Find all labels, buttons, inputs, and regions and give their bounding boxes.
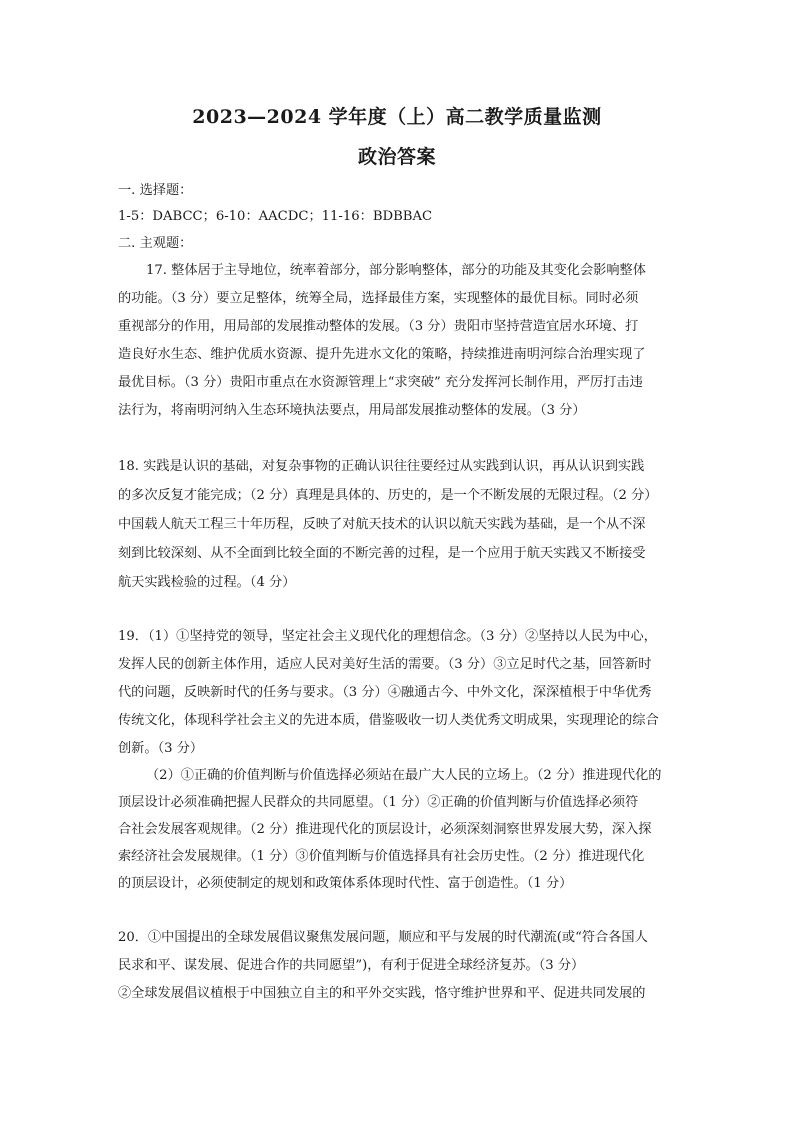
q17-line: 17. 整体居于主导地位，统率着部分，部分影响整体，部分的功能及其变化会影响整体 <box>146 263 646 278</box>
subjective-section-heading: 二. 主观题： <box>118 236 193 251</box>
q19-part2-line: 合社会发展客观规律。（2 分）推进现代化的顶层设计，必须深刻洞察世界发展大势，深入探 <box>118 822 652 837</box>
q17-line: 造良好水生态、维护优质水资源、提升先进水文化的策略，持续推进南明河综合治理实现了 <box>118 347 646 362</box>
choice-answers: 1-5：DABCC；6-10：AACDC；11-16：BDBBAC <box>118 209 433 224</box>
q19-part2-line: （2）①正确的价值判断与价值选择必须站在最广大人民的立场上。（2 分）推进现代化的 <box>146 768 662 783</box>
q19-part2-line: 索经济社会发展规律。（1 分）③价值判断与价值选择具有社会历史性。（2 分）推进现代化 <box>118 849 645 864</box>
q19-part1-line: 传统文化，体现科学社会主义的先进本质，借鉴吸收一切人类优秀文明成果，实现理论的综合 <box>118 713 659 728</box>
q19-part2-line: 的顶层设计，必须使制定的规划和政策体系体现时代性、富于创造性。（1 分） <box>118 876 573 891</box>
choice-section-heading: 一. 选择题： <box>118 183 193 198</box>
q18-line: 中国载人航天工程三十年历程，反映了对航天技术的认识以航天实践为基础，是一个从不深 <box>118 517 646 532</box>
q19-part1-line: 代的问题，反映新时代的任务与要求。（3 分）④融通古今、中外文化，深深植根于中华优秀 <box>118 685 652 700</box>
q19-part1-line: 发挥人民的创新主体作用，适应人民对美好生活的需要。（3 分）③立足时代之基，回答新时 <box>118 657 652 672</box>
document-subtitle: 政治答案 <box>357 146 436 168</box>
q20-line: 20．①中国提出的全球发展倡议聚焦发展问题，顺应和平与发展的时代潮流(或“符合各国人 <box>118 930 648 945</box>
q17-line: 的功能。（3 分）要立足整体，统筹全局，选择最佳方案，实现整体的最优目标。同时必须 <box>118 291 639 306</box>
q20-line: 民求和平、谋发展、促进合作的共同愿望”)，有利于促进全球经济复苏。（3 分） <box>118 958 585 973</box>
q17-line: 法行为，将南明河纳入生态环境执法要点，用局部发展推动整体的发展。（3 分） <box>118 403 586 418</box>
document-title: 2023—2024 学年度（上）高二教学质量监测 <box>192 106 602 128</box>
q19-part1-line: 创新。（3 分） <box>118 741 204 756</box>
q18-line: 航天实践检验的过程。（4 分） <box>118 575 296 590</box>
q19-part2-line: 顶层设计必须准确把握人民群众的共同愿望。（1 分）②正确的价值判断与价值选择必须符 <box>118 795 639 810</box>
q18-line: 的多次反复才能完成；（2 分）真理是具体的、历史的，是一个不断发展的无限过程。（2 分） <box>118 488 658 503</box>
q18-line: 刻到比较深刻、从不全面到比较全面的不断完善的过程，是一个应用于航天实践又不断接受 <box>118 546 646 561</box>
q17-line: 最优目标。（3 分）贵阳市重点在水资源管理上“求突破” 充分发挥河长制作用，严厉打击违 <box>118 375 643 390</box>
q18-line: 18. 实践是认识的基础，对复杂事物的正确认识往往要经过从实践到认识，再从认识到实践 <box>118 459 645 474</box>
q20-line: ②全球发展倡议植根于中国独立自主的和平外交实践，恪守维护世界和平、促进共同发展的 <box>118 986 646 1001</box>
q19-part1-line: 19．（1）①坚持党的领导，坚定社会主义现代化的理想信念。（3 分）②坚持以人民为中心， <box>118 629 657 644</box>
q17-line: 重视部分的作用，用局部的发展推动整体的发展。（3 分）贵阳市坚持营造宜居水环境、打 <box>118 319 639 334</box>
